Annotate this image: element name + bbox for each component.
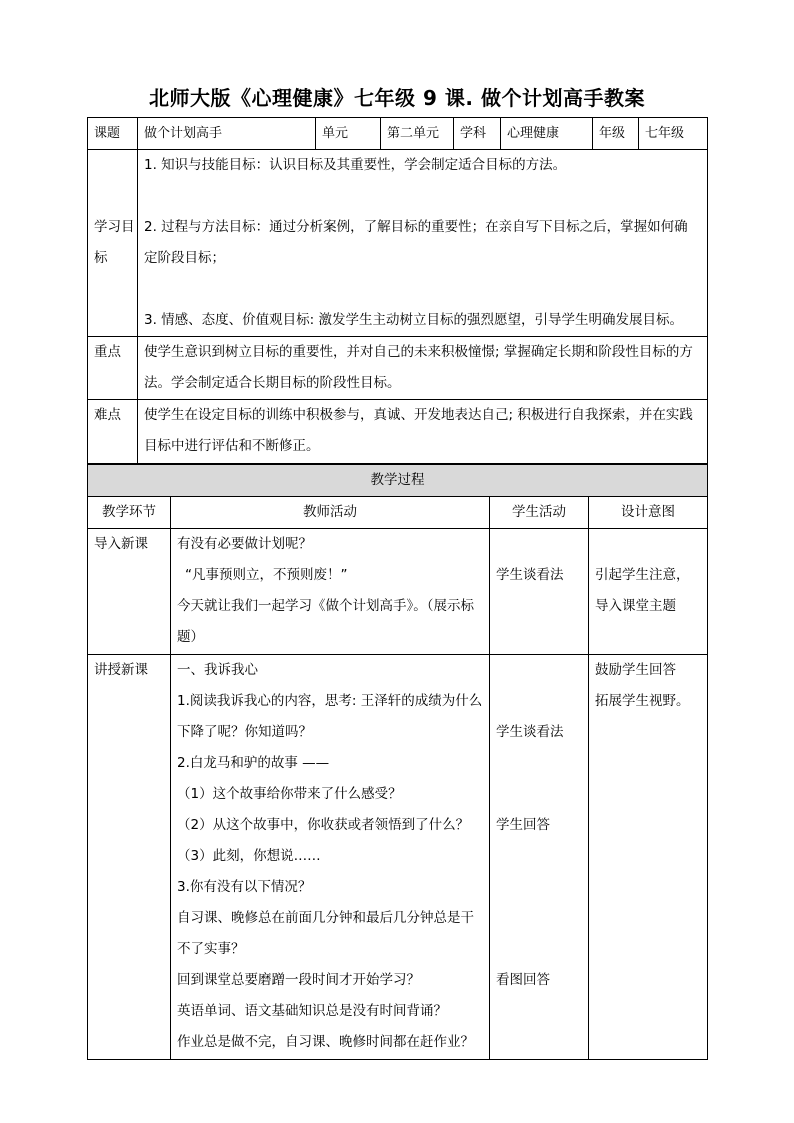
objective-item: 1. 知识与技能目标：认识目标及其重要性，学会制定适合目标的方法。 [144, 157, 567, 173]
teacher-activity-line: 今天就让我们一起学习《做个计划高手》。（展示标题） [177, 598, 474, 645]
difficulties-text: 使学生在设定目标的训练中积极参与，真诚、开发地表达自己; 积极进行自我探索，并在实践目标中进行评估和不断修正。 [138, 400, 708, 464]
teacher-activity-cell [171, 655, 490, 1060]
design-intent-line: 鼓励学生回答 [595, 662, 676, 678]
teacher-activity-line: 回到课堂总要磨蹭一段时间才开始学习？ [177, 972, 420, 988]
column-header-teacher: 教师活动 [171, 497, 490, 529]
difficulties-label: 难点 [88, 400, 138, 464]
teacher-activity-line: 英语单词、语文基础知识总是没有时间背诵？ [177, 1003, 447, 1019]
column-header-design: 设计意图 [589, 497, 708, 529]
document-title: 北师大版《心理健康》七年级 9 课. 做个计划高手教案 [149, 86, 645, 110]
teacher-activity-line: 2.白龙马和驴的故事 —— [177, 755, 330, 771]
teacher-activity-line: （1）这个故事给你带来了什么感受？ [177, 786, 402, 802]
objective-item: 2. 过程与方法目标：通过分析案例，了解目标的重要性；在亲自写下目标之后，掌握如何确定阶段目标； [144, 219, 688, 266]
student-activity-cell [490, 529, 589, 655]
teacher-activity-line: 3.你有没有以下情况？ [177, 879, 312, 895]
teacher-activity-line: 有没有必要做计划呢？ [177, 536, 312, 552]
student-activity-line: 学生谈看法 [496, 724, 564, 740]
topic-label: 课题 [88, 118, 138, 150]
design-intent-line: 引起学生注意，导入课堂主题 [595, 567, 690, 614]
objectives-cell [138, 150, 708, 337]
grade-value: 七年级 [639, 118, 708, 150]
teaching-process-table [87, 464, 708, 1060]
design-intent-line: 拓展学生视野。 [595, 693, 690, 709]
table-row [88, 655, 708, 1060]
teacher-activity-line: （2）从这个故事中，你收获或者领悟到了什么？ [177, 817, 470, 833]
student-activity-line: 学生回答 [496, 817, 550, 833]
grade-label: 年级 [593, 118, 639, 150]
stage-cell: 讲授新课 [88, 655, 171, 1060]
objective-item: 3. 情感、态度、价值观目标: 激发学生主动树立目标的强烈愿望，引导学生明确发展目标。 [144, 312, 684, 328]
teacher-activity-line: 作业总是做不完，自习课、晚修时间都在赶作业？ [177, 1034, 474, 1050]
objectives-label: 学习目标 [88, 150, 138, 337]
subject-value: 心理健康 [501, 118, 593, 150]
unit-value: 第二单元 [381, 118, 454, 150]
topic-value: 做个计划高手 [138, 118, 316, 150]
lesson-info-table [87, 117, 708, 464]
key-points-text: 使学生意识到树立目标的重要性，并对自己的未来积极憧憬; 掌握确定长期和阶段性目标的方法。学会制定适合长期目标的阶段性目标。 [138, 337, 708, 400]
column-header-stage: 教学环节 [88, 497, 171, 529]
subject-label: 学科 [454, 118, 501, 150]
teacher-activity-line: 1.阅读我诉我心的内容，思考: 王泽轩的成绩为什么下降了呢？你知道吗？ [177, 693, 483, 740]
design-intent-line [595, 529, 701, 560]
process-band-title: 教学过程 [88, 465, 708, 497]
student-activity-line: 学生谈看法 [496, 567, 564, 583]
teacher-activity-line: （3）此刻，你想说…… [177, 848, 321, 864]
stage-cell: 导入新课 [88, 529, 171, 655]
teacher-activity-line: 一、我诉我心 [177, 662, 258, 678]
student-activity-cell [490, 655, 589, 1060]
design-intent-cell [589, 655, 708, 1060]
student-activity-line [496, 529, 582, 560]
teacher-activity-line: “凡事预则立，不预则废！” [185, 567, 348, 583]
unit-label: 单元 [316, 118, 381, 150]
column-header-student: 学生活动 [490, 497, 589, 529]
teacher-activity-cell [171, 529, 490, 655]
student-activity-line: 看图回答 [496, 972, 550, 988]
table-row [88, 529, 708, 655]
design-intent-cell [589, 529, 708, 655]
key-points-label: 重点 [88, 337, 138, 400]
teacher-activity-line: 自习课、晚修总在前面几分钟和最后几分钟总是干不了实事？ [177, 910, 474, 957]
